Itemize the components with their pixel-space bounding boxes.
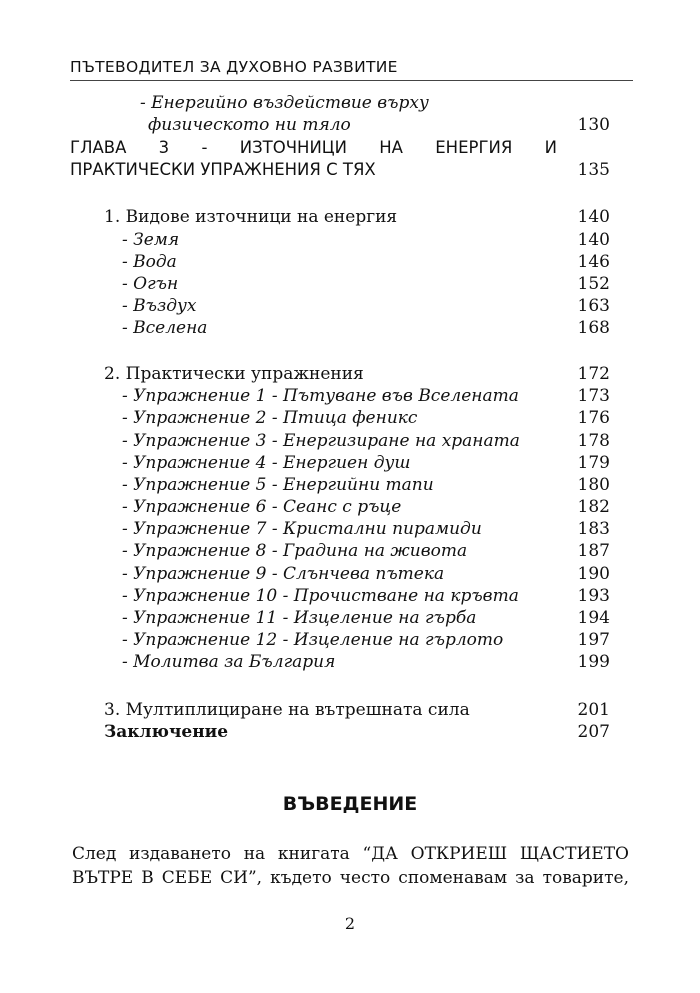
toc-chapter-line1-text: ГЛАВА 3 - ИЗТОЧНИЦИ НА ЕНЕРГИЯ И	[70, 138, 557, 157]
toc-entry-page: 168	[577, 318, 610, 338]
toc-entry-page: 194	[577, 608, 610, 628]
toc-entry-page: 197	[577, 630, 610, 650]
toc-entry: - Въздух	[122, 296, 197, 316]
toc-entry: - Упражнение 6 - Сеанс с ръце	[122, 497, 402, 517]
toc-conclusion-title: Заключение	[104, 722, 229, 742]
toc-entry-page: 176	[577, 408, 610, 428]
toc-entry: - Упражнение 5 - Енергийни тапи	[122, 475, 434, 495]
toc-entry: - Огън	[122, 274, 179, 294]
toc-conclusion-page: 207	[577, 722, 610, 742]
toc-entry-page: 179	[577, 453, 610, 473]
toc-entry: - Упражнение 3 - Енергизиране на храната	[122, 431, 520, 451]
toc-entry: - Упражнение 11 - Изцеление на гърба	[122, 608, 477, 628]
toc-section2-page: 172	[577, 364, 610, 384]
toc-chapter-page: 135	[577, 160, 610, 180]
toc-entry: - Упражнение 10 - Прочистване на кръвта	[122, 586, 519, 606]
toc-entry-page: 146	[577, 252, 610, 272]
toc-entry-page: 173	[577, 386, 610, 406]
toc-entry: - Вода	[122, 252, 177, 272]
toc-entry: - Вселена	[122, 318, 208, 338]
toc-entry-page: 183	[577, 519, 610, 539]
running-header: ПЪТЕВОДИТЕЛ ЗА ДУХОВНО РАЗВИТИЕ	[70, 58, 398, 76]
toc-entry-page: 190	[577, 564, 610, 584]
toc-entry: - Земя	[122, 230, 180, 250]
toc-entry-page: 199	[577, 652, 610, 672]
header-rule	[70, 80, 633, 81]
toc-entry-page: 187	[577, 541, 610, 561]
toc-entry-page: 140	[577, 230, 610, 250]
toc-prev-item-page: 130	[577, 115, 610, 135]
intro-heading: ВЪВЕДЕНИЕ	[282, 793, 418, 815]
toc-section1-page: 140	[577, 207, 610, 227]
toc-section3-title: 3. Мултиплициране на вътрешната сила	[104, 700, 470, 720]
toc-entry-page: 182	[577, 497, 610, 517]
toc-section1-title: 1. Видове източници на енергия	[104, 207, 398, 227]
toc-entry-page: 163	[577, 296, 610, 316]
intro-paragraph-line2: ВЪТРЕ В СЕБЕ СИ”, където често споменавам за товарите,	[72, 868, 629, 888]
toc-section2-title: 2. Практически упражнения	[104, 364, 364, 384]
toc-chapter-line1	[70, 137, 557, 159]
toc-chapter-line2: ПРАКТИЧЕСКИ УПРАЖНЕНИЯ С ТЯХ	[70, 160, 376, 179]
toc-entry: - Упражнение 4 - Енергиен душ	[122, 453, 411, 473]
toc-entry-page: 178	[577, 431, 610, 451]
toc-prev-item-line1: - Енергийно въздействие върху	[140, 93, 429, 113]
toc-entry: - Упражнение 7 - Кристални пирамиди	[122, 519, 482, 539]
intro-paragraph-line1: След издаването на книгата “ДА ОТКРИЕШ ЩАСТИЕТО	[72, 844, 629, 864]
toc-entry: - Упражнение 2 - Птица феникс	[122, 408, 418, 428]
toc-entry: - Молитва за България	[122, 652, 336, 672]
toc-entry-page: 193	[577, 586, 610, 606]
toc-entry: - Упражнение 8 - Градина на живота	[122, 541, 468, 561]
toc-entry-page: 152	[577, 274, 610, 294]
toc-entry: - Упражнение 12 - Изцеление на гърлото	[122, 630, 504, 650]
page-number: 2	[344, 914, 356, 933]
toc-entry: - Упражнение 9 - Слънчева пътека	[122, 564, 445, 584]
toc-entry: - Упражнение 1 - Пътуване във Вселената	[122, 386, 519, 406]
toc-prev-item-line2: физическото ни тяло	[148, 115, 351, 135]
toc-entry-page: 180	[577, 475, 610, 495]
toc-section3-page: 201	[577, 700, 610, 720]
